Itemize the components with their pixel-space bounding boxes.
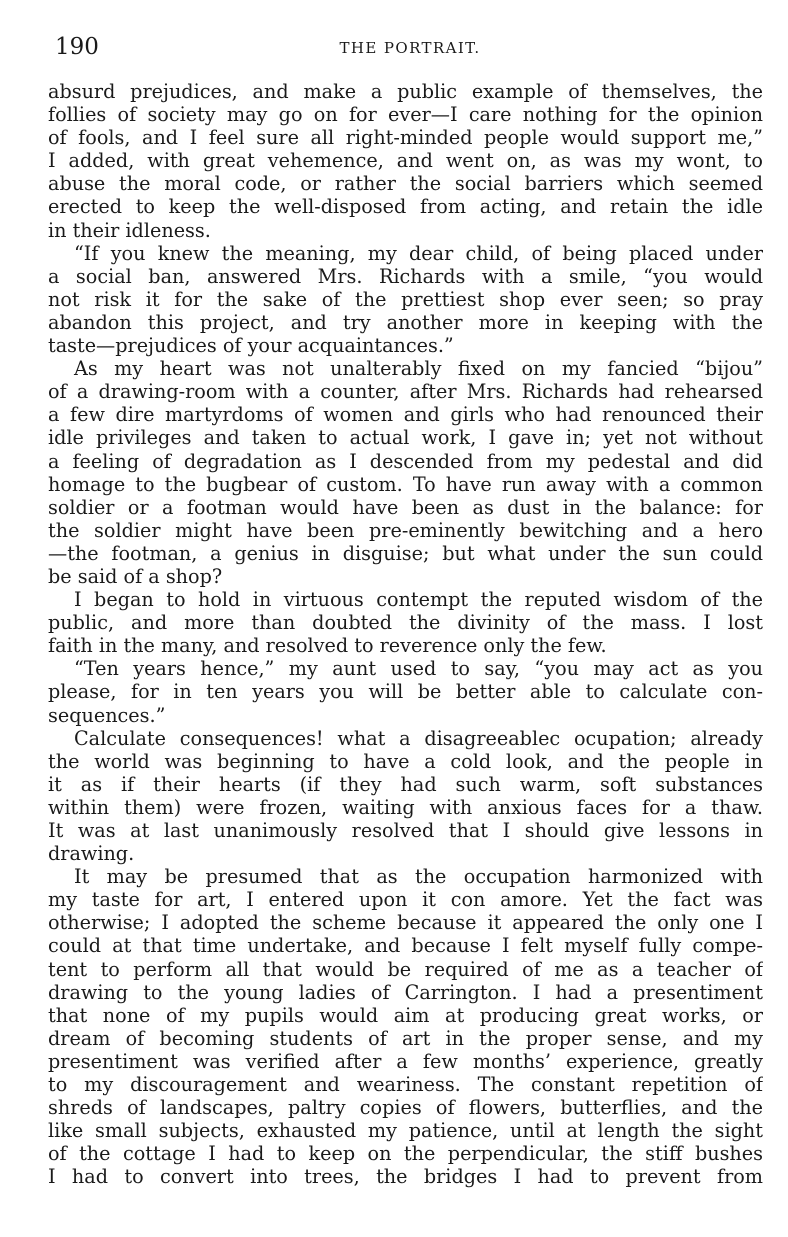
text-line: absurd prejudices, and make a public example of themselves, the <box>48 80 763 103</box>
text-line: a social ban, answered Mrs. Richards with a smile, “you would <box>48 264 763 288</box>
text-line: taste—prejudices of your acquaintances.” <box>48 334 454 358</box>
text-line: I had to convert into trees, the bridges I had to prevent from <box>48 1165 763 1189</box>
text-line: “Ten years hence,” my aunt used to say, “you may act as you <box>74 657 763 681</box>
text-line: the world was beginning to have a cold look, and the people in <box>48 749 763 773</box>
text-line: “If you knew the meaning, my dear child, of being placed under <box>74 241 763 265</box>
text-line: presentiment was verified after a few months’ experience, greatly <box>48 1049 763 1073</box>
text-line: homage to the bugbear of custom. To have run away with a common <box>48 472 763 496</box>
text-line: it as if their hearts (if they had such warm, soft substances <box>48 772 763 796</box>
text-line: my taste for art, I entered upon it con amore. Yet the fact was <box>48 888 763 912</box>
text-line: It may be presumed that as the occupation harmonized with <box>74 865 763 889</box>
text-line: tent to perform all that would be required of me as a teacher of <box>48 957 763 981</box>
text-line: Calculate consequences! what a disagreeablec ocupation; already <box>74 726 763 750</box>
text-line: faith in the many, and resolved to reverence only the few. <box>48 634 607 658</box>
text-line: of fools, and I feel sure all right-minded people would support me,” <box>48 126 763 150</box>
text-line: not risk it for the sake of the prettiest shop ever seen; so pray <box>48 287 763 311</box>
text-line: As my heart was not unalterably fixed on my fancied “bijou” <box>74 357 763 381</box>
text-line: in their idleness. <box>48 218 211 242</box>
text-line: otherwise; I adopted the scheme because it appeared the only one I <box>48 911 763 935</box>
body-text <box>48 80 763 1189</box>
page-number: 190 <box>55 34 99 60</box>
text-line: public, and more than doubted the divinity of the mass. I lost <box>48 611 763 635</box>
running-title: THE PORTRAIT. <box>339 39 481 57</box>
text-line: like small subjects, exhausted my patience, until at length the sight <box>48 1119 763 1143</box>
text-line: erected to keep the well-disposed from acting, and retain the idle <box>48 195 763 219</box>
text-line: —the footman, a genius in disguise; but what under the sun could <box>48 541 763 565</box>
text-line: It was at last unanimously resolved that I should give lessons in <box>48 819 763 842</box>
text-line: abuse the moral code, or rather the social barriers which seemed <box>48 172 763 196</box>
text-line: of a drawing-room with a counter, after Mrs. Richards had rehearsed <box>48 380 763 404</box>
text-line: be said of a shop? <box>48 564 223 588</box>
text-line: abandon this project, and try another more in keeping with the <box>48 310 763 334</box>
page-header <box>55 32 765 62</box>
text-line: please, for in ten years you will be better able to calculate con- <box>48 680 763 704</box>
text-line: idle privileges and taken to actual work, I gave in; yet not without <box>48 426 763 450</box>
text-line: shreds of landscapes, paltry copies of flowers, butterflies, and the <box>48 1096 763 1120</box>
text-line: soldier or a footman would have been as dust in the balance: for <box>48 495 763 519</box>
text-line: drawing to the young ladies of Carrington. I had a presentiment <box>48 980 763 1004</box>
text-line: sequences.” <box>48 703 166 727</box>
text-line: the soldier might have been pre-eminently bewitching and a hero <box>48 518 763 542</box>
text-line: of the cottage I had to keep on the perpendicular, the stiff bushes <box>48 1142 763 1166</box>
text-line: within them) were frozen, waiting with anxious faces for a thaw. <box>48 795 763 819</box>
text-line: a feeling of degradation as I descended from my pedestal and did <box>48 449 763 473</box>
text-line: follies of society may go on for ever—I care nothing for the opinion <box>48 103 763 127</box>
text-line: a few dire martyrdoms of women and girls who had renounced their <box>48 403 763 427</box>
text-line: drawing. <box>48 842 135 866</box>
text-line: I added, with great vehemence, and went on, as was my wont, to <box>48 149 763 173</box>
text-line: to my discouragement and weariness. The constant repetition of <box>48 1073 763 1097</box>
text-line: I began to hold in virtuous contempt the reputed wisdom of the <box>74 588 763 612</box>
text-line: dream of becoming students of art in the proper sense, and my <box>48 1026 763 1050</box>
text-line: that none of my pupils would aim at producing great works, or <box>48 1003 763 1027</box>
text-line: could at that time undertake, and because I felt myself fully compe- <box>48 934 763 958</box>
